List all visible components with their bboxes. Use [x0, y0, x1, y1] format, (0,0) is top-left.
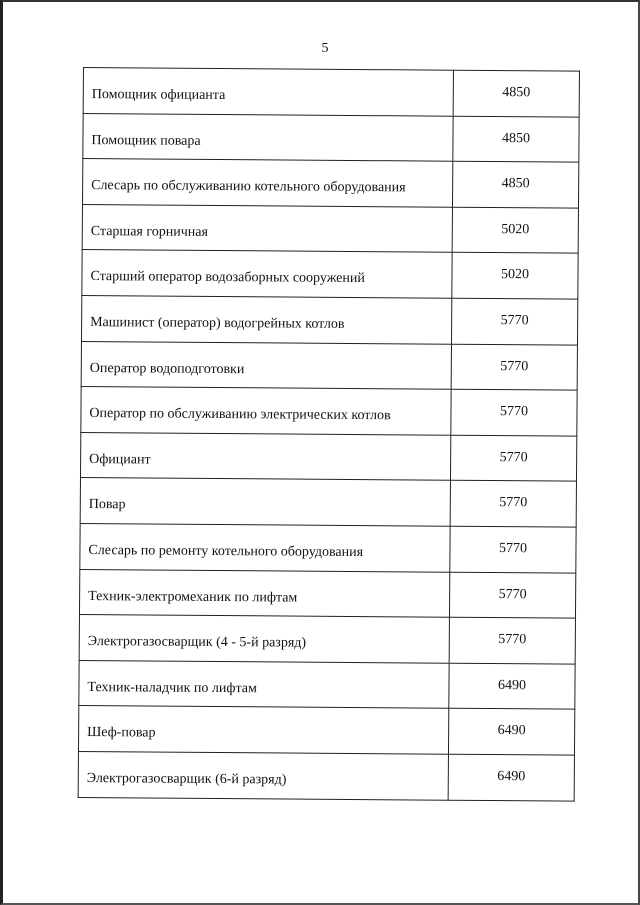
amount-cell	[449, 617, 575, 664]
position-cell	[82, 250, 452, 298]
amount-value: 5770	[499, 449, 528, 466]
table-row	[81, 341, 577, 390]
table-row	[80, 523, 576, 572]
amount-cell	[451, 389, 577, 436]
position-name: Повар	[88, 497, 126, 513]
position-name: Официант	[89, 451, 151, 468]
position-name: Шеф-повар	[87, 725, 156, 741]
amount-cell	[450, 435, 576, 482]
position-cell	[81, 295, 451, 343]
amount-cell	[450, 481, 576, 528]
amount-cell	[448, 709, 574, 756]
table-row	[83, 113, 579, 162]
amount-value: 4850	[501, 176, 530, 192]
amount-value: 5770	[499, 495, 528, 511]
amount-value: 5020	[500, 267, 530, 283]
position-name: Электрогазосварщик (6-й разряд)	[86, 770, 287, 788]
position-name: Электрогазосварщик (4 - 5-й разряд)	[87, 634, 307, 651]
amount-cell	[448, 754, 574, 801]
amount-cell	[452, 161, 578, 208]
amount-cell	[452, 207, 578, 254]
table-row	[83, 68, 579, 117]
table-row	[80, 432, 576, 481]
position-cell	[79, 569, 449, 617]
amount-value: 4850	[502, 85, 531, 101]
position-cell	[80, 523, 450, 571]
wage-table	[78, 67, 580, 801]
amount-value: 5770	[500, 358, 529, 374]
amount-cell	[449, 663, 575, 710]
page-number: 5	[321, 41, 329, 56]
amount-cell	[450, 526, 576, 573]
position-name: Слесарь по обслуживанию котельного оборудования	[91, 178, 406, 196]
position-cell	[81, 341, 451, 389]
position-name: Помощник повара	[91, 132, 201, 149]
table-row	[80, 478, 576, 527]
amount-cell	[452, 253, 578, 300]
amount-value: 5770	[498, 586, 527, 602]
table-row	[81, 387, 577, 436]
position-name: Машинист (оператор) водогрейных котлов	[90, 315, 345, 332]
table-row	[79, 660, 575, 709]
amount-cell	[453, 70, 579, 117]
table-row	[82, 159, 578, 208]
position-cell	[82, 204, 452, 252]
amount-cell	[449, 572, 575, 619]
table-row	[78, 751, 574, 800]
wage-table-body	[78, 68, 579, 801]
position-cell	[83, 68, 453, 116]
position-name: Слесарь по ремонту котельного оборудования	[88, 542, 364, 561]
amount-cell	[451, 344, 577, 391]
table-row	[82, 250, 578, 299]
position-cell	[80, 432, 450, 480]
amount-value: 6490	[497, 723, 526, 739]
position-cell	[81, 387, 451, 435]
position-name: Оператор по обслуживанию электрических котлов	[89, 406, 391, 424]
table-row	[82, 204, 578, 253]
position-cell	[83, 113, 453, 161]
position-name: Техник-наладчик по лифтам	[87, 679, 257, 697]
amount-value: 5770	[499, 404, 529, 420]
amount-value: 6490	[497, 677, 527, 693]
table-row	[79, 615, 575, 664]
amount-value: 5770	[498, 540, 528, 557]
position-cell	[82, 159, 452, 207]
table-row	[78, 706, 574, 755]
position-name: Помощник официанта	[91, 87, 226, 104]
amount-value: 5770	[498, 632, 527, 648]
position-name: Оператор водоподготовки	[89, 360, 245, 377]
amount-value: 6490	[497, 768, 526, 785]
amount-value: 5020	[501, 221, 530, 238]
amount-cell	[453, 116, 579, 163]
position-cell	[78, 706, 448, 754]
position-name: Техник-электромеханик по лифтам	[88, 588, 298, 606]
amount-cell	[451, 298, 577, 345]
position-cell	[78, 751, 448, 799]
amount-value: 4850	[501, 130, 531, 146]
wage-table-container	[78, 67, 580, 801]
table-row	[79, 569, 575, 618]
amount-value: 5770	[500, 313, 529, 329]
position-cell	[79, 615, 449, 663]
position-name: Старший оператор водозаборных сооружений	[90, 269, 365, 287]
position-cell	[80, 478, 450, 526]
table-row	[81, 295, 577, 344]
position-name: Старшая горничная	[90, 223, 209, 240]
position-cell	[79, 660, 449, 708]
